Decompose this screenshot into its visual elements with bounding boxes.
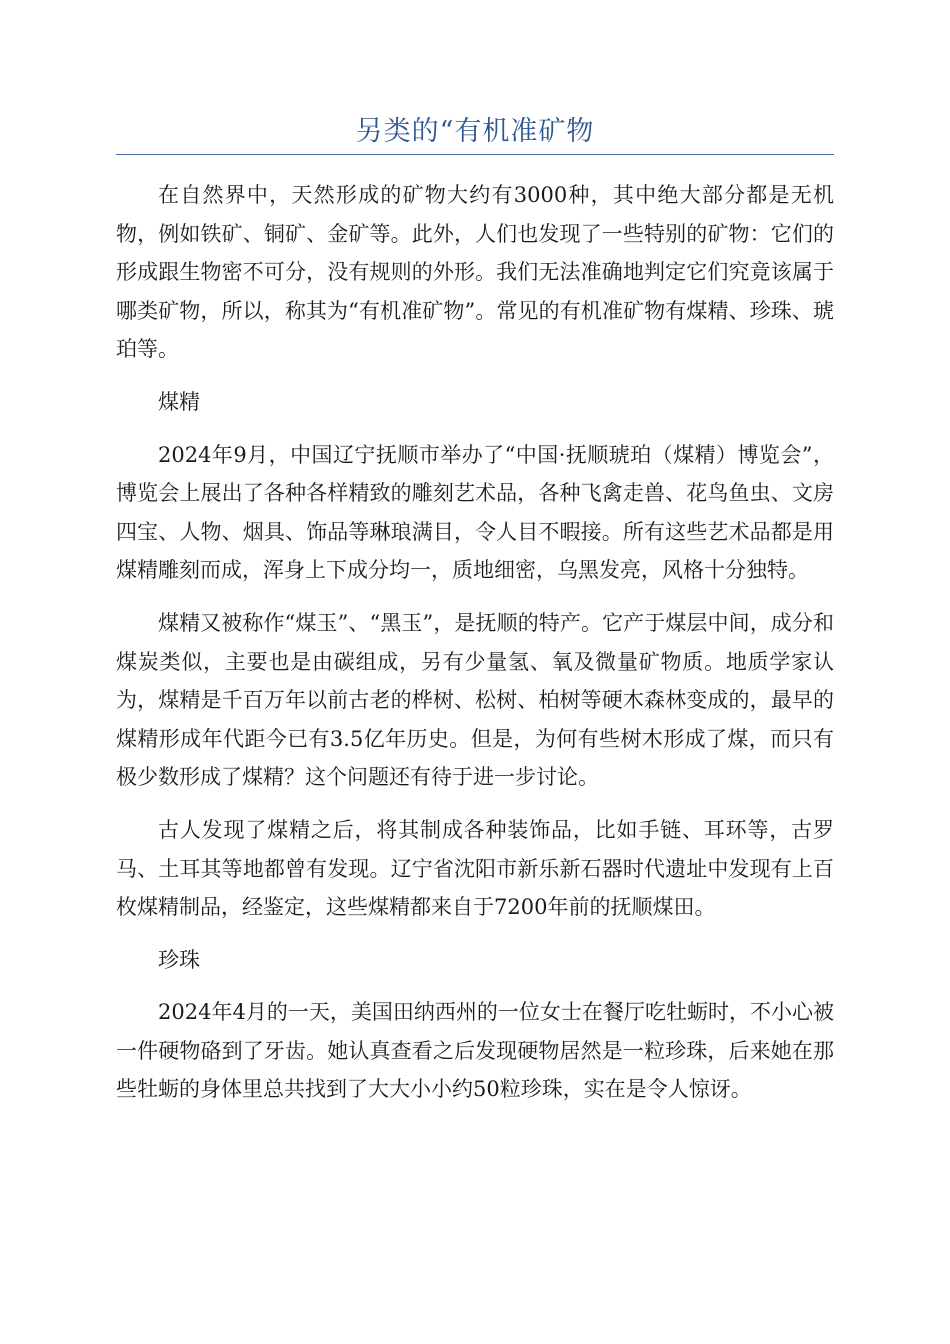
section-heading-jet: 煤精	[158, 389, 200, 414]
document-body	[116, 176, 834, 1123]
section-heading-pearl: 珍珠	[158, 947, 200, 972]
body-paragraph: 2024年4月的一天，美国田纳西州的一位女士在餐厅吃牡蛎时，不小心被一件硬物硌到了牙齿。她认真查看之后发现硬物居然是一粒珍珠，后来她在那些牡蛎的身体里总共找到了大大小小约50粒珍珠，实在是令人惊讶。	[116, 1000, 834, 1102]
title-underline	[116, 154, 834, 155]
body-paragraph: 煤精又被称作“煤玉”、“黑玉”，是抚顺的特产。它产于煤层中间，成分和煤炭类似，主要也是由碳组成，另有少量氢、氧及微量矿物质。地质学家认为，煤精是千百万年以前古老的桦树、松树、柏树等硬木森林变成的，最早的煤精形成年代距今已有3.5亿年历史。但是，为何有些树木形成了煤，而只有极少数形成了煤精？这个问题还有待于进一步讨论。	[116, 610, 834, 790]
document-title: 另类的“有机准矿物	[355, 116, 595, 147]
body-paragraph: 古人发现了煤精之后，将其制成各种装饰品，比如手链、耳环等，古罗马、土耳其等地都曾有发现。辽宁省沈阳市新乐新石器时代遗址中发现有上百枚煤精制品，经鉴定，这些煤精都来自于7200年前的抚顺煤田。	[116, 817, 834, 920]
body-paragraph: 2024年9月，中国辽宁抚顺市举办了“中国·抚顺琥珀（煤精）博览会”，博览会上展出了各种各样精致的雕刻艺术品，各种飞禽走兽、花鸟鱼虫、文房四宝、人物、烟具、饰品等琳琅满目，令人目不暇接。所有这些艺术品都是用煤精雕刻而成，浑身上下成分均一，质地细密，乌黑发亮，风格十分独特。	[116, 442, 834, 583]
intro-paragraph: 在自然界中，天然形成的矿物大约有3000种，其中绝大部分都是无机物，例如铁矿、铜矿、金矿等。此外，人们也发现了一些特别的矿物：它们的形成跟生物密不可分，没有规则的外形。我们无法准确地判定它们究竟该属于哪类矿物，所以，称其为“有机准矿物”。常见的有机准矿物有煤精、珍珠、琥珀等。	[116, 183, 834, 362]
